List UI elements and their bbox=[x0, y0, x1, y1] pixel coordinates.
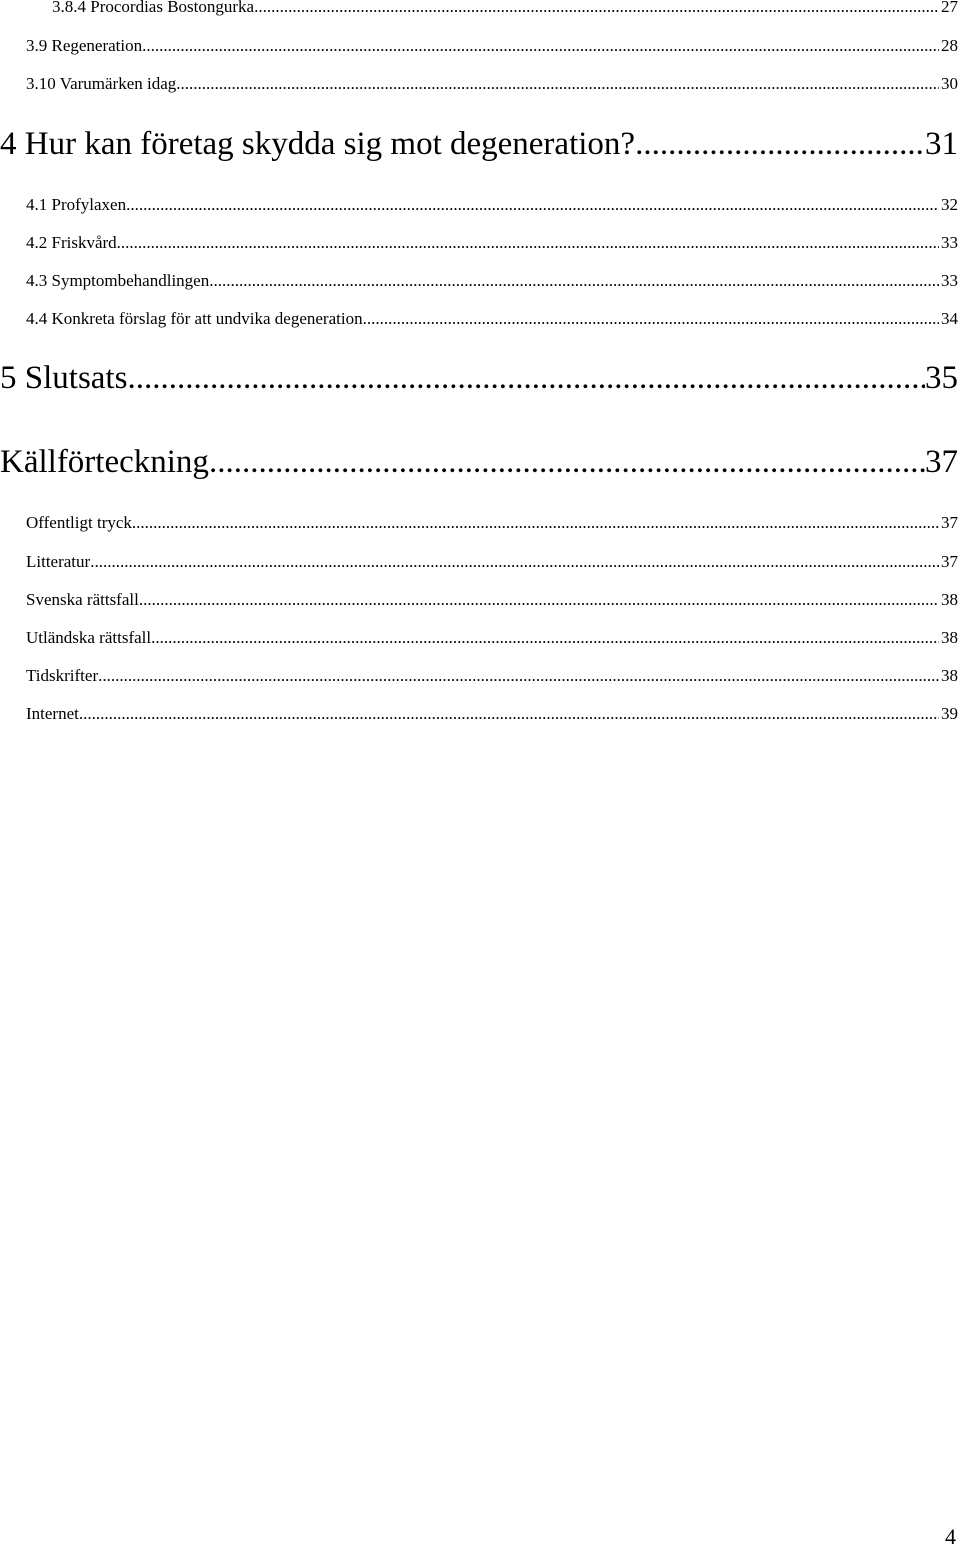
toc-entry-page: 32 bbox=[941, 195, 958, 214]
toc-entry-page: 28 bbox=[941, 36, 958, 55]
toc-entry-title: Svenska rättsfall bbox=[26, 590, 139, 609]
toc-entry-title: 4 Hur kan företag skydda sig mot degeneration? bbox=[0, 126, 636, 162]
toc-entry-title: Litteratur bbox=[26, 552, 91, 571]
dot-leader bbox=[127, 358, 925, 398]
toc-entry-page: 37 bbox=[941, 513, 958, 532]
toc-entry-page: 33 bbox=[941, 271, 958, 290]
dot-leader bbox=[176, 73, 939, 95]
dot-leader bbox=[117, 232, 939, 254]
toc-entry-title: 4.2 Friskvård bbox=[26, 233, 117, 252]
toc-entry bbox=[26, 512, 958, 534]
dot-leader bbox=[151, 627, 939, 649]
toc-entry bbox=[26, 232, 958, 254]
toc-entry-page: 38 bbox=[941, 628, 958, 647]
toc-entry-title: Tidskrifter bbox=[26, 666, 99, 685]
toc-entry-page: 33 bbox=[941, 233, 958, 252]
toc-chapter bbox=[0, 358, 958, 398]
dot-leader bbox=[98, 665, 939, 687]
dot-leader bbox=[363, 308, 939, 330]
toc-entry-page: 35 bbox=[925, 360, 958, 396]
toc-entry-page: 31 bbox=[925, 126, 958, 162]
toc-entry bbox=[26, 703, 958, 725]
dot-leader bbox=[79, 703, 939, 725]
toc-entry bbox=[26, 589, 958, 611]
toc-entry bbox=[26, 551, 958, 573]
toc-entry-title: 3.10 Varumärken idag bbox=[26, 74, 177, 93]
toc-entry-page: 27 bbox=[941, 0, 958, 16]
toc-entry-page: 37 bbox=[925, 444, 958, 480]
page-number: 4 bbox=[945, 1524, 956, 1549]
dot-leader bbox=[126, 194, 939, 216]
toc-chapter bbox=[0, 124, 958, 164]
toc-entry bbox=[26, 308, 958, 330]
toc-entry-title: 4.4 Konkreta förslag för att undvika degeneration bbox=[26, 309, 363, 328]
toc-entry-page: 39 bbox=[941, 704, 958, 723]
dot-leader bbox=[209, 270, 939, 292]
dot-leader bbox=[90, 551, 939, 573]
dot-leader bbox=[142, 35, 939, 57]
dot-leader bbox=[132, 512, 939, 534]
toc-entry-title: Utländska rättsfall bbox=[26, 628, 152, 647]
toc-entry-page: 30 bbox=[941, 74, 958, 93]
toc-entry-title: 4.3 Symptombehandlingen bbox=[26, 271, 210, 290]
dot-leader bbox=[635, 124, 925, 164]
toc-entry bbox=[26, 35, 958, 57]
dot-leader bbox=[139, 589, 939, 611]
toc-entry-title: Offentligt tryck bbox=[26, 513, 132, 532]
toc-entry-title: 3.8.4 Procordias Bostongurka bbox=[52, 0, 255, 16]
toc-entry-page: 34 bbox=[941, 309, 958, 328]
toc-entry-page: 37 bbox=[941, 552, 958, 571]
toc-entry-title: Internet bbox=[26, 704, 79, 723]
toc-entry-page: 38 bbox=[941, 590, 958, 609]
toc-entry bbox=[26, 665, 958, 687]
toc-entry bbox=[26, 73, 958, 95]
toc-entry-title: 5 Slutsats bbox=[0, 360, 128, 396]
toc-entry bbox=[26, 270, 958, 292]
dot-leader bbox=[254, 0, 939, 18]
toc-entry-title: Källförteckning bbox=[0, 444, 209, 480]
dot-leader bbox=[209, 442, 925, 482]
toc-entry-title: 3.9 Regeneration bbox=[26, 36, 143, 55]
toc-chapter bbox=[0, 442, 958, 482]
toc-entry bbox=[26, 627, 958, 649]
toc-entry bbox=[26, 194, 958, 216]
toc-entry-title: 4.1 Profylaxen bbox=[26, 195, 127, 214]
toc-entry bbox=[52, 0, 958, 18]
toc-entry-page: 38 bbox=[941, 666, 958, 685]
